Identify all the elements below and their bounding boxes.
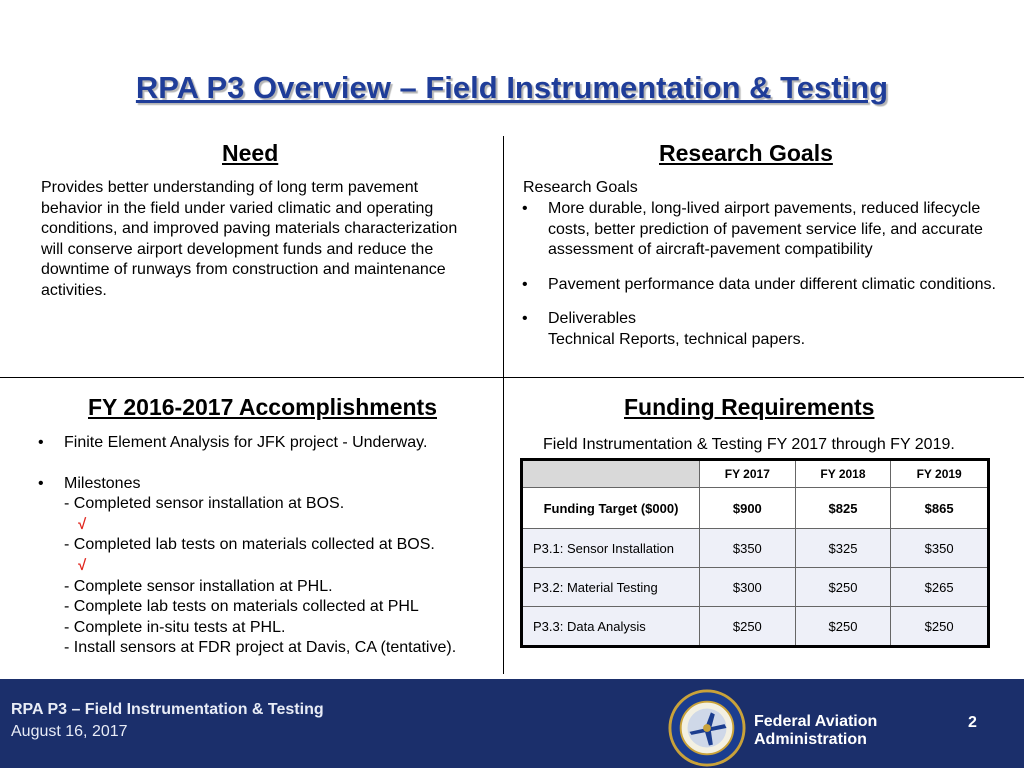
goal-item bbox=[522, 199, 1002, 261]
table-row bbox=[522, 568, 989, 607]
row-label: Funding Target ($000) bbox=[522, 488, 700, 529]
table-cell: $250 bbox=[795, 568, 891, 607]
table-cell: $325 bbox=[795, 529, 891, 568]
check-mark-icon: √ bbox=[78, 556, 87, 574]
goal-item bbox=[522, 275, 1002, 296]
table-cell: $250 bbox=[795, 607, 891, 647]
milestone-item: - Complete sensor installation at PHL. bbox=[64, 577, 333, 595]
faa-seal-icon bbox=[668, 689, 746, 767]
goal-text: • Deliverables bbox=[548, 310, 637, 328]
check-mark-icon: √ bbox=[78, 515, 87, 533]
footer-title: RPA P3 – Field Instrumentation & Testing bbox=[11, 701, 324, 718]
accomplishment-item bbox=[38, 433, 498, 454]
table-cell: $250 bbox=[700, 607, 796, 647]
horizontal-divider bbox=[0, 377, 1024, 378]
need-body: Provides better understanding of long term pavement behavior in the field under varied climatic and operating conditions, and improved paving materials characterization will conserve airport development funds and reduce the downtime of runways from construction and maintenance activities. bbox=[41, 179, 458, 299]
row-label: P3.3: Data Analysis bbox=[522, 607, 700, 647]
milestone-item: - Install sensors at FDR project at Davis, CA (tentative). bbox=[64, 639, 457, 657]
research-goals-intro: Research Goals bbox=[523, 179, 638, 196]
table-cell: $825 bbox=[795, 488, 891, 529]
research-goals-heading: Research Goals bbox=[659, 140, 833, 166]
research-goals-list bbox=[522, 199, 1002, 351]
goal-item bbox=[522, 309, 1002, 350]
deliverables-detail: Technical Reports, technical papers. bbox=[548, 330, 806, 348]
funding-subtitle: Field Instrumentation & Testing FY 2017 through FY 2019. bbox=[543, 436, 955, 453]
table-cell: $865 bbox=[891, 488, 989, 529]
milestone-text: - Completed lab tests on materials collected at BOS. bbox=[64, 536, 435, 554]
funding-table-header bbox=[522, 460, 989, 488]
column-header: FY 2019 bbox=[891, 460, 989, 488]
agency-name: Federal Aviation Administration bbox=[754, 713, 878, 748]
accomplishment-item bbox=[38, 474, 498, 659]
table-row bbox=[522, 607, 989, 647]
column-header: FY 2017 bbox=[700, 460, 796, 488]
slide-title: RPA P3 Overview – Field Instrumentation & Testing bbox=[135, 70, 889, 105]
row-label: P3.2: Material Testing bbox=[522, 568, 700, 607]
page-number: 2 bbox=[968, 714, 977, 731]
milestone-item bbox=[64, 535, 498, 576]
column-header: FY 2018 bbox=[795, 460, 891, 488]
accomplishment-text: Finite Element Analysis for JFK project - Underway. bbox=[64, 434, 428, 451]
table-row bbox=[522, 488, 989, 529]
funding-heading: Funding Requirements bbox=[624, 394, 875, 420]
table-cell: $350 bbox=[700, 529, 796, 568]
accomplishments-list bbox=[38, 433, 498, 659]
milestone-text: - Completed sensor installation at BOS. bbox=[64, 495, 345, 513]
goal-text: Pavement performance data under different climatic conditions. bbox=[548, 275, 996, 293]
footer-bar bbox=[0, 679, 1024, 768]
table-corner-cell bbox=[522, 460, 700, 488]
goal-text: More durable, long-lived airport pavements, reduced lifecycle costs, better prediction of pavement service life, and accurate assessment of aircraft-pavement compatibility bbox=[548, 200, 983, 259]
need-heading: Need bbox=[222, 140, 279, 166]
table-cell: $265 bbox=[891, 568, 989, 607]
footer-date: August 16, 2017 bbox=[11, 723, 128, 740]
funding-table bbox=[520, 458, 990, 648]
table-cell: $300 bbox=[700, 568, 796, 607]
accomplishments-heading: FY 2016-2017 Accomplishments bbox=[88, 394, 437, 420]
milestone-item: - Complete lab tests on materials collected at PHL bbox=[64, 598, 419, 616]
row-label: P3.1: Sensor Installation bbox=[522, 529, 700, 568]
milestone-item bbox=[64, 494, 498, 535]
milestone-item: - Complete in-situ tests at PHL. bbox=[64, 618, 286, 636]
table-cell: $350 bbox=[891, 529, 989, 568]
milestones-list bbox=[64, 494, 498, 659]
vertical-divider bbox=[503, 136, 504, 674]
table-row bbox=[522, 529, 989, 568]
table-cell: $900 bbox=[700, 488, 796, 529]
table-cell: $250 bbox=[891, 607, 989, 647]
milestones-label: • Milestones bbox=[64, 474, 141, 492]
